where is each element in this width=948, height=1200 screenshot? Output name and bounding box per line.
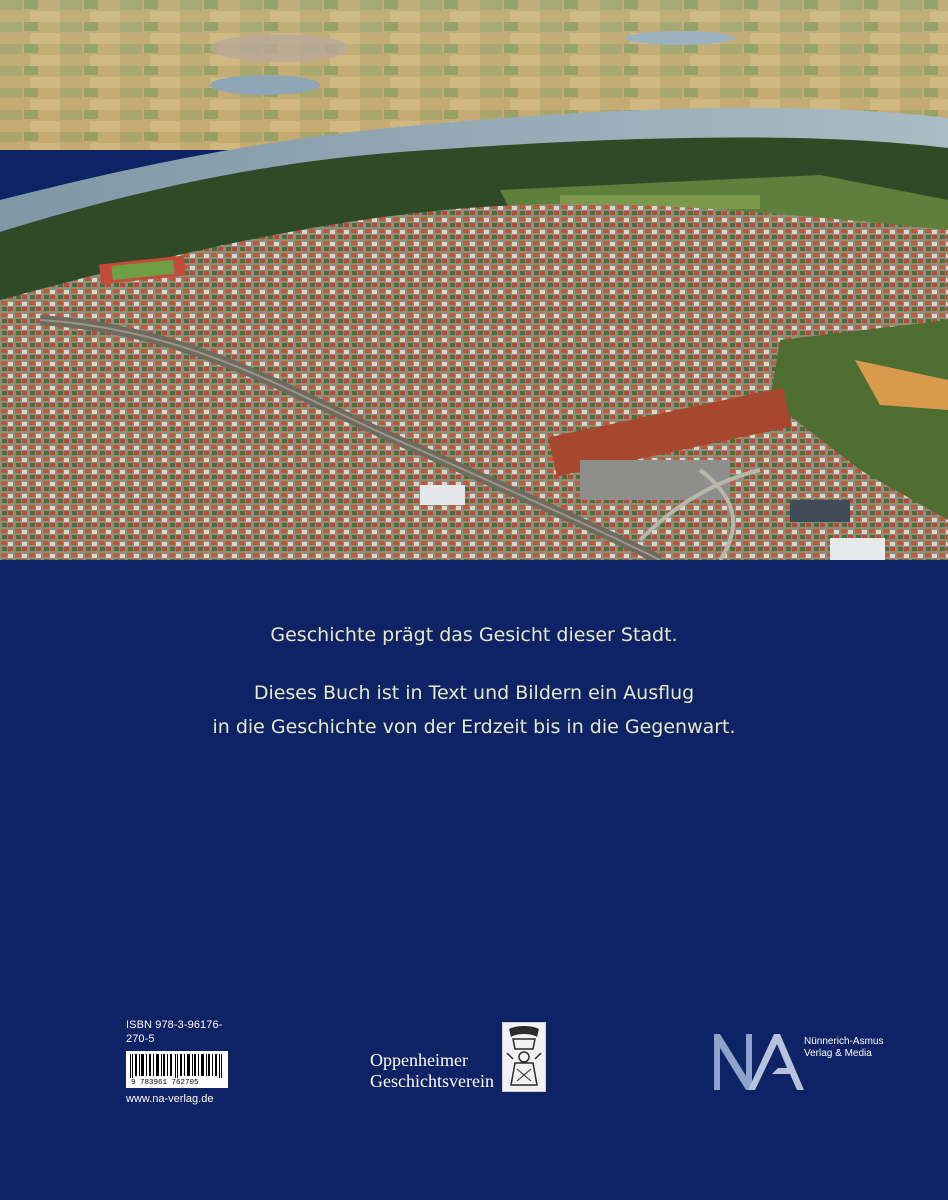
blurb-line-1: Geschichte prägt das Gesicht dieser Stadt. bbox=[270, 624, 678, 646]
publisher-logo bbox=[712, 1030, 883, 1092]
society-logo bbox=[370, 1022, 546, 1092]
barcode-bars-icon bbox=[130, 1054, 224, 1078]
publisher-name-line-2: Verlag & Media bbox=[804, 1048, 872, 1059]
publisher-name-line-1: Nünnerich-Asmus bbox=[804, 1036, 884, 1047]
isbn-label: ISBN 978-3-96176-270-5 bbox=[126, 1019, 223, 1045]
woodcut-emblem-icon bbox=[502, 1022, 546, 1092]
blurb-spacer bbox=[0, 652, 948, 676]
barcode bbox=[126, 1051, 228, 1088]
publisher-url: www.na-verlag.de bbox=[126, 1093, 214, 1105]
society-name bbox=[370, 1050, 494, 1092]
publisher-name bbox=[804, 1036, 883, 1092]
barcode-digits: 9 783961 762705 bbox=[131, 1079, 199, 1087]
blurb-line-2: Dieses Buch ist in Text und Bildern ein Ausflug bbox=[253, 682, 695, 704]
isbn-block bbox=[126, 1018, 236, 1106]
society-name-line-2: Geschichtsverein bbox=[370, 1071, 494, 1091]
society-name-line-1: Oppenheimer bbox=[370, 1050, 468, 1070]
blurb-text bbox=[0, 618, 948, 744]
aerial-photo bbox=[0, 0, 948, 560]
aerial-town-photo-icon bbox=[0, 0, 948, 560]
blurb-line-3: in die Geschichte von der Erdzeit bis in die Gegenwart. bbox=[212, 716, 736, 738]
na-logo-icon bbox=[712, 1030, 806, 1092]
